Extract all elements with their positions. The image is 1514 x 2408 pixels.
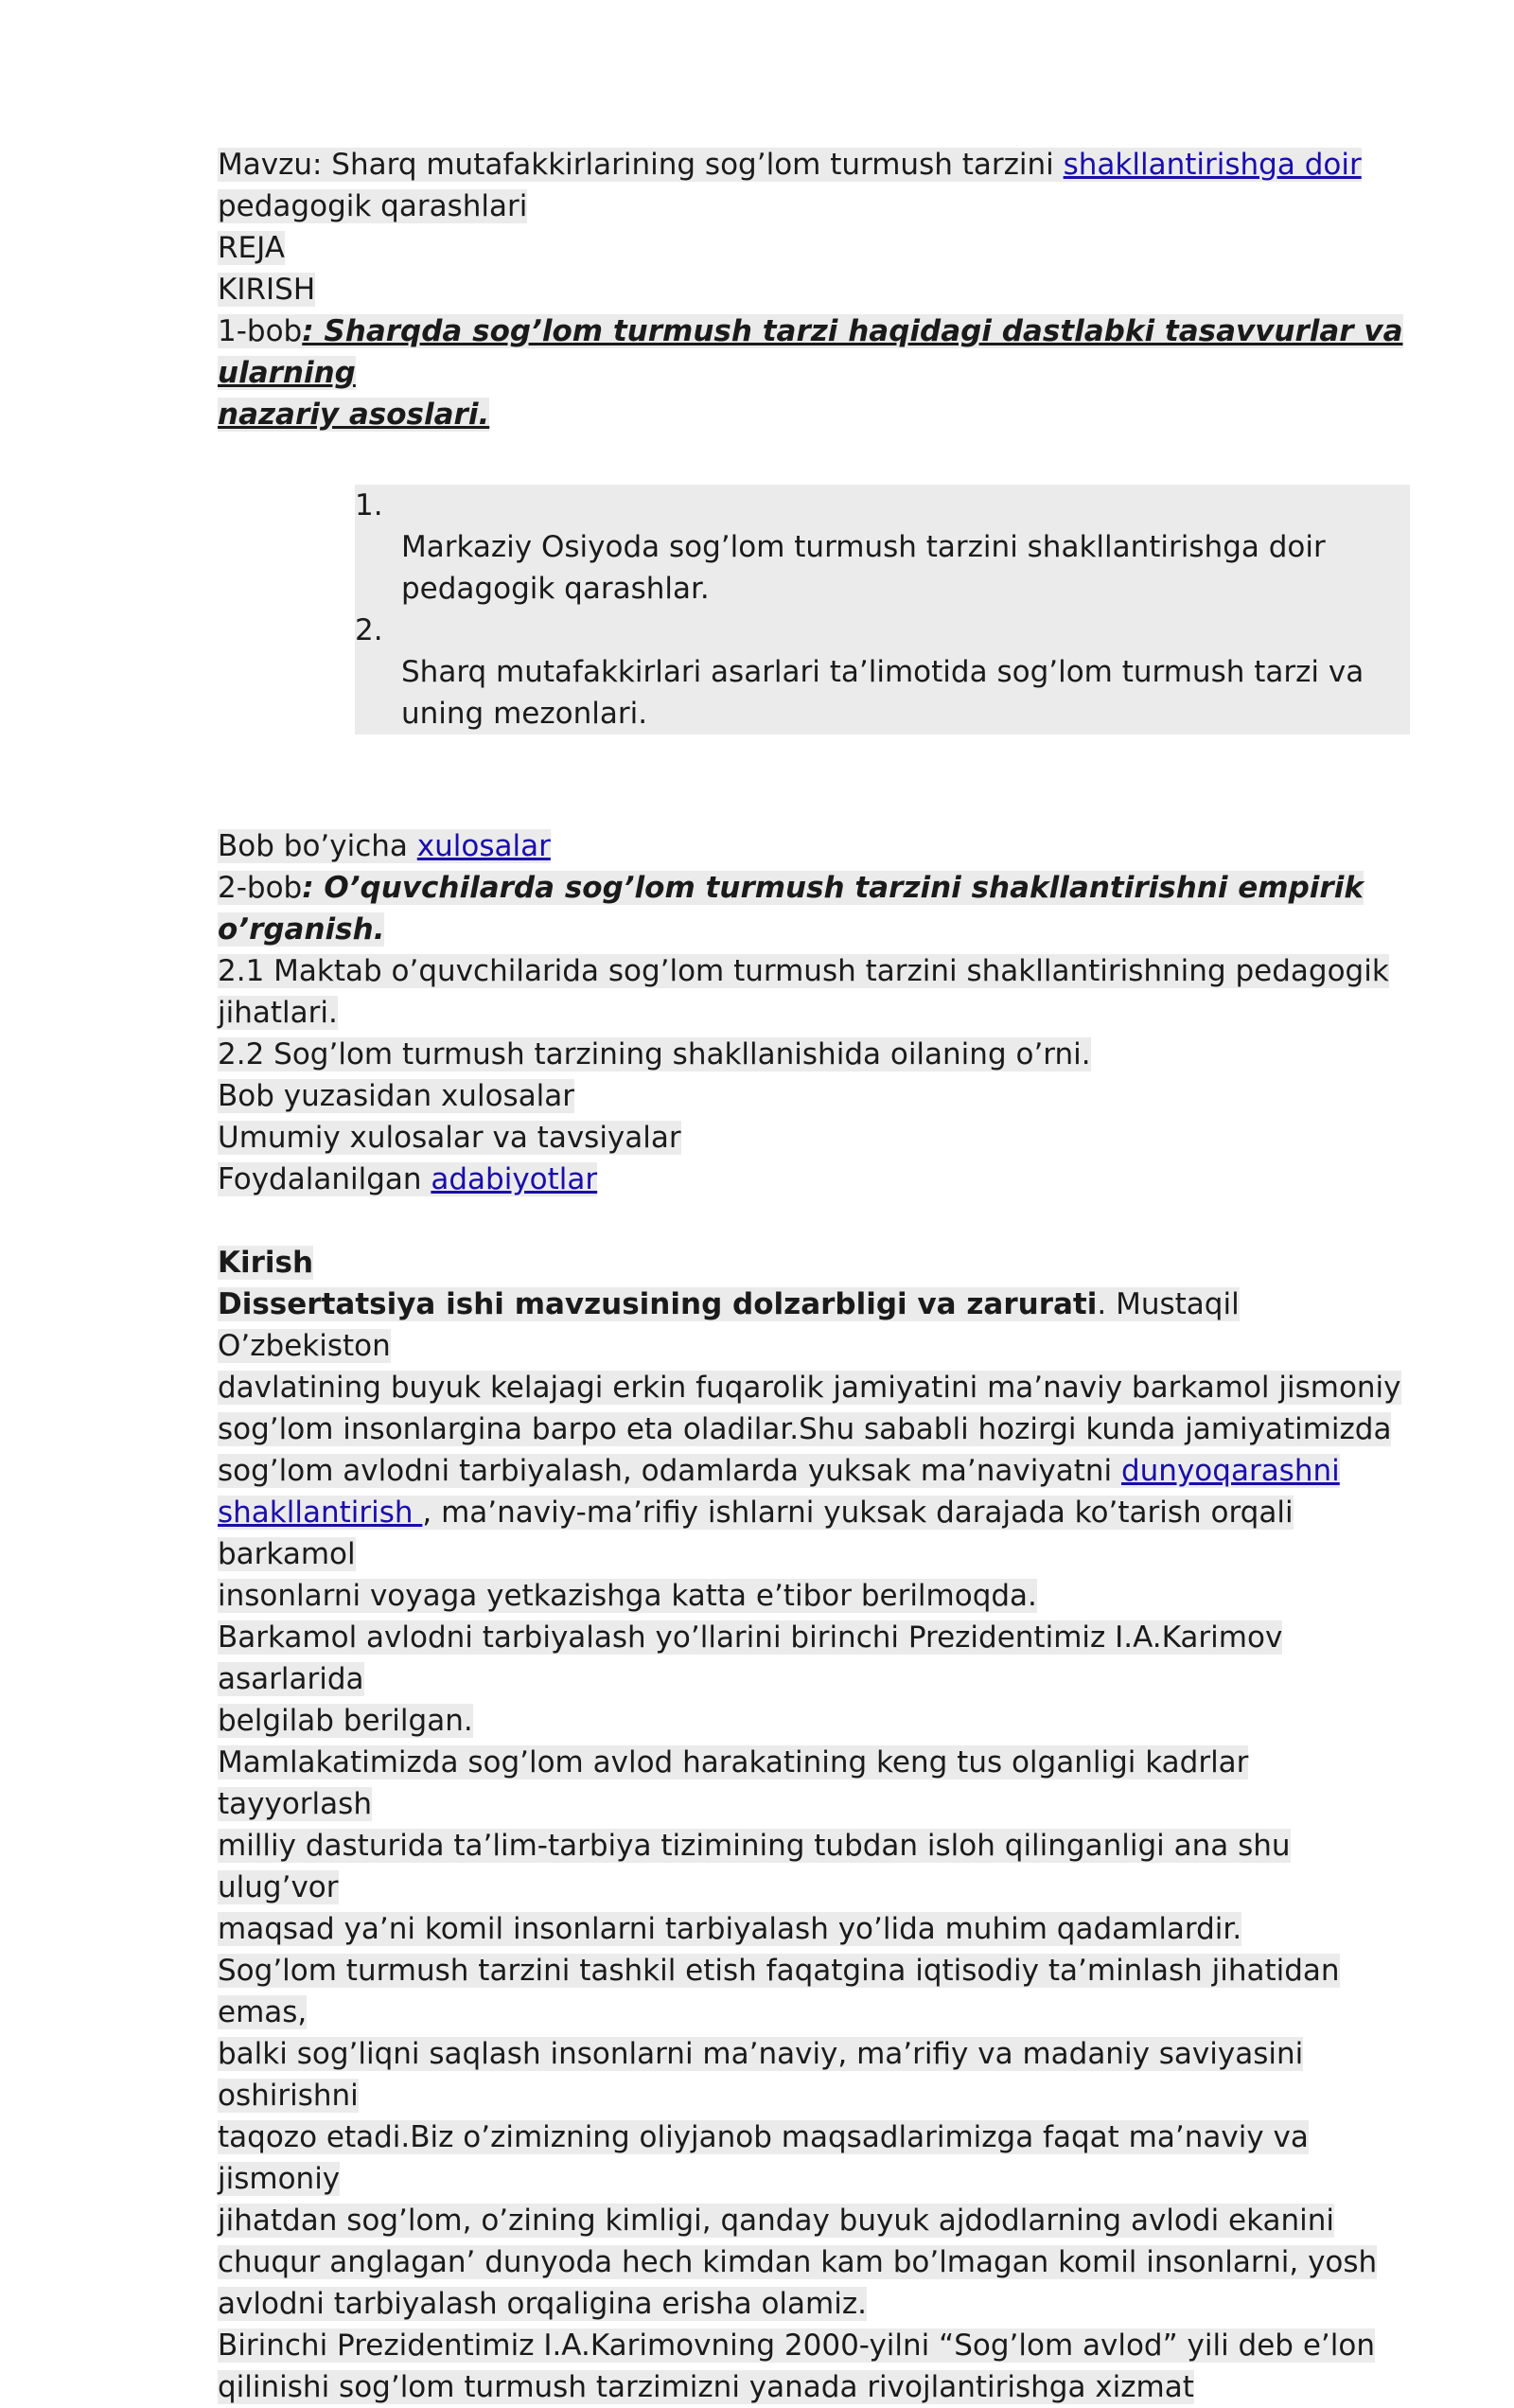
section-2-1-cont: jihatlari.: [218, 996, 338, 1030]
paragraph-line: chuqur anglagan’ dunyoda hech kimdan kam bo’lmagan komil insonlarni, yosh: [218, 2245, 1378, 2279]
lead-bold: Dissertatsiya ishi mavzusining dolzarbligi va zarurati: [218, 1287, 1098, 1321]
worldview-link[interactable]: dunyoqarashni: [1120, 1454, 1340, 1488]
list-text: Sharq mutafakkirlari asarlari ta’limotida sog’lom turmush tarzi va: [401, 655, 1364, 689]
paragraph-line: jihatdan sog’lom, o’zining kimligi, qanday buyuk ajdodlarning avlodi ekanini: [218, 2204, 1335, 2238]
paragraph-line: balki sog’liqni saqlash insonlarni ma’naviy, ma’rifiy va madaniy saviyasini oshirishni: [218, 2037, 1304, 2113]
chapter2-prefix: 2-bob: [218, 871, 303, 905]
paragraph-line: davlatining buyuk kelajagi erkin fuqarolik jamiyatini ma’naviy barkamol jismoniy: [218, 1371, 1401, 1405]
chapter1-sections-list: [355, 485, 1410, 735]
list-text-cont: uning mezonlari.: [401, 697, 648, 731]
general-conclusions-line: Umumiy xulosalar va tavsiyalar: [218, 1121, 681, 1155]
paragraph-line: shakllantirish , ma’naviy-ma’rifiy ishlarni yuksak darajada ko’tarish orqali barkamol: [218, 1496, 1294, 1571]
topic-line-cont: pedagogik qarashlari: [218, 189, 528, 223]
reja-heading: REJA: [218, 231, 285, 265]
references-link[interactable]: adabiyotlar: [431, 1162, 598, 1196]
chapter1-title: : Sharqda sog’lom turmush tarzi haqidagi dastlabki tasavvurlar va ularning: [218, 314, 1403, 390]
paragraph-line: qilinishi sog’lom turmush tarzimizni yanada rivojlantirishga xizmat: [218, 2370, 1194, 2404]
references-line: Foydalanilgan adabiyotlar: [218, 1162, 598, 1196]
paragraph-line: Birinchi Prezidentimiz I.A.Karimovning 2000-yilni “Sog’lom avlod” yili deb e’lon: [218, 2328, 1375, 2363]
list-item: [355, 485, 1410, 610]
worldview-link-cont[interactable]: shakllantirish: [218, 1496, 423, 1530]
paragraph-line: taqozo etadi.Biz o’zimizning oliyjanob maqsadlarimizga faqat ma’naviy va jismoniy: [218, 2120, 1309, 2196]
kirish-toc-item: KIRISH: [218, 273, 316, 307]
chapter1-line-cont: nazariy asoslari.: [218, 398, 490, 432]
bob-conclusions-line: Bob bo’yicha xulosalar: [218, 829, 551, 863]
paragraph-line: Sog’lom turmush tarzini tashkil etish faqatgina iqtisodiy ta’minlash jihatidan emas,: [218, 1954, 1340, 2029]
topic-line: [218, 144, 1410, 186]
chapter2-title: : O’quvchilarda sog’lom turmush tarzini shakllantirishni empirik o’rganish.: [218, 871, 1364, 947]
section-2-1: 2.1 Maktab o’quvchilarida sog’lom turmush tarzini shakllantirishning pedagogik: [218, 954, 1389, 988]
paragraph-line: maqsad ya’ni komil insonlarni tarbiyalash yo’lida muhim qadamlardir.: [218, 1912, 1242, 1946]
chapter1-line: [218, 310, 1410, 394]
paragraph-line: sog’lom insonlargina barpo eta oladilar.Shu sababli hozirgi kunda jamiyatimizda: [218, 1412, 1392, 1446]
section-2-2: 2.2 Sog’lom turmush tarzining shakllanishida oilaning o’rni.: [218, 1037, 1091, 1071]
paragraph-line: avlodni tarbiyalash orqaligina erisha olamiz.: [218, 2287, 867, 2321]
list-number: 2.: [355, 613, 383, 647]
paragraph-line: belgilab berilgan.: [218, 1704, 473, 1738]
introduction-heading: Kirish: [218, 1246, 314, 1280]
paragraph-line: milliy dasturida ta’lim-tarbiya tizimining tubdan isloh qilinganligi ana shu ulug’vor: [218, 1829, 1291, 1904]
list-number: 1.: [355, 488, 383, 522]
paragraph-line: insonlarni voyaga yetkazishga katta e’tibor berilmoqda.: [218, 1579, 1037, 1613]
paragraph-line: Dissertatsiya ishi mavzusining dolzarbligi va zarurati. Mustaqil O’zbekiston: [218, 1287, 1240, 1363]
list-item: [355, 610, 1410, 735]
list-text: Markaziy Osiyoda sog’lom turmush tarzini shakllantirishga doir: [401, 530, 1326, 564]
conclusions-link[interactable]: xulosalar: [416, 829, 551, 863]
paragraph-line: Mamlakatimizda sog’lom avlod harakatining keng tus olganligi kadrlar tayyorlash: [218, 1745, 1249, 1821]
chapter2-line: [218, 867, 1410, 950]
paragraph-line: sog’lom avlodni tarbiyalash, odamlarda yuksak ma’naviyatni dunyoqarashni: [218, 1454, 1340, 1488]
paragraph-line: Barkamol avlodni tarbiyalash yo’llarini birinchi Prezidentimiz I.A.Karimov asarlarida: [218, 1620, 1283, 1696]
bob-summary-line: Bob yuzasidan xulosalar: [218, 1079, 575, 1113]
topic-text: Mavzu: Sharq mutafakkirlarining sog’lom turmush tarzini: [218, 148, 1064, 182]
list-text-cont: pedagogik qarashlar.: [401, 572, 710, 606]
topic-link[interactable]: shakllantirishga doir: [1063, 148, 1362, 182]
chapter1-prefix: 1-bob: [218, 314, 303, 348]
